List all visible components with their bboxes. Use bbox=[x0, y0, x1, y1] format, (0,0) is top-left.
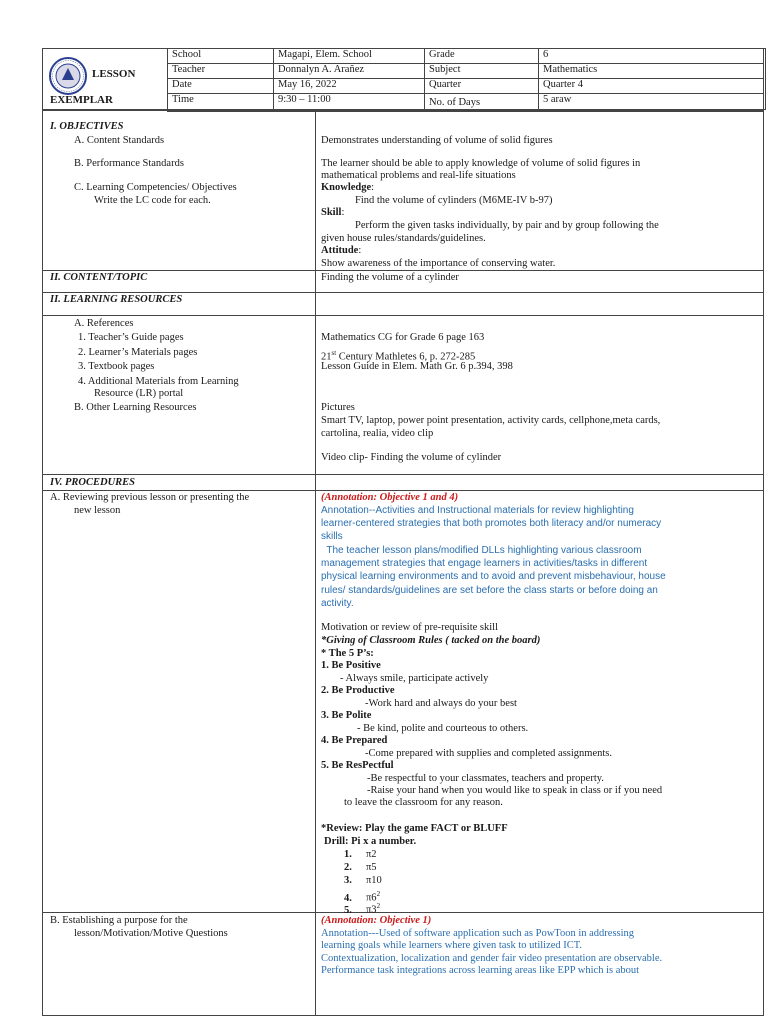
info-value: 5 araw bbox=[539, 94, 764, 112]
deped-seal-logo bbox=[48, 56, 88, 96]
attitude-label: Attitude bbox=[321, 245, 359, 256]
rule-heading: 3. Be Polite bbox=[321, 710, 372, 721]
drill-exponent: 2 bbox=[376, 902, 381, 910]
competencies-label-1: C. Learning Competencies/ Objectives bbox=[74, 182, 237, 193]
lm-value-num: 21 bbox=[321, 351, 332, 363]
annotation-line: physical learning environments and to avoid and prevent misbehaviour, house bbox=[321, 571, 666, 582]
info-value: May 16, 2022 bbox=[274, 79, 425, 94]
lesson-info-table bbox=[167, 48, 764, 112]
drill-item bbox=[344, 862, 377, 875]
review-game-text: *Review: Play the game FACT or BLUFF bbox=[321, 823, 508, 834]
info-label: Grade bbox=[425, 49, 539, 64]
drill-number: 3. bbox=[344, 875, 352, 886]
procedures-heading: IV. PROCEDURES bbox=[50, 477, 136, 488]
lesson-word: LESSON bbox=[92, 68, 136, 80]
drill-number: 4. bbox=[344, 892, 352, 904]
performance-standards-value-2: mathematical problems and real-life situations bbox=[321, 170, 516, 181]
info-label: School bbox=[168, 49, 274, 64]
annotation-line: learner-centered strategies that both promotes both literacy and/or numeracy bbox=[321, 518, 662, 529]
drill-value: π2 bbox=[366, 849, 377, 860]
rule-heading: 2. Be Productive bbox=[321, 685, 395, 696]
drill-number: 1. bbox=[344, 849, 352, 860]
lm-value-sup: st bbox=[331, 349, 337, 357]
content-heading: II. CONTENT/TOPIC bbox=[50, 272, 148, 283]
drill-text: Drill: Pi x a number. bbox=[324, 836, 417, 847]
drill-value: π5 bbox=[366, 862, 377, 873]
info-value: Donnalyn A. Arañez bbox=[274, 64, 425, 79]
row-divider bbox=[42, 912, 764, 913]
info-label: Subject bbox=[425, 64, 539, 79]
info-row-teacher bbox=[168, 64, 764, 79]
annotation-line: Annotation--Activities and Instructional materials for review highlighting bbox=[321, 505, 634, 516]
annotation-line: activity. bbox=[321, 598, 354, 609]
row-divider bbox=[42, 490, 764, 491]
competencies-label-2: Write the LC code for each. bbox=[94, 195, 211, 206]
row-divider bbox=[42, 315, 764, 316]
references-label: A. References bbox=[74, 318, 134, 329]
annotation-line: learning goals while learners where given task to utilized ICT. bbox=[321, 940, 583, 951]
teachers-guide-label: 1. Teacher’s Guide pages bbox=[78, 332, 184, 343]
drill-exponent: 2 bbox=[376, 890, 381, 898]
info-label: Date bbox=[168, 79, 274, 94]
row-divider bbox=[42, 292, 764, 293]
info-value: Mathematics bbox=[539, 64, 764, 79]
rule-text: -Be respectful to your classmates, teachers and property. bbox=[367, 773, 604, 784]
classroom-rules-title: *Giving of Classroom Rules ( tacked on the board) bbox=[321, 635, 541, 646]
column-divider bbox=[315, 110, 316, 1016]
annotation-line: Performance task integrations across learning areas like EPP which is about bbox=[321, 965, 640, 976]
other-resources-value-2: Smart TV, laptop, power point presentation, activity cards, cellphone,meta cards, bbox=[321, 415, 661, 426]
procedure-a-label-2: new lesson bbox=[74, 505, 121, 516]
procedure-b-label-1: B. Establishing a purpose for the bbox=[50, 915, 188, 926]
info-label: Time bbox=[168, 94, 274, 112]
additional-materials-label-1: 4. Additional Materials from Learning bbox=[78, 376, 239, 387]
info-value: 9:30 – 11:00 bbox=[274, 94, 425, 112]
drill-item bbox=[344, 849, 377, 862]
knowledge-line: Knowledge: bbox=[321, 182, 375, 193]
info-label: Teacher bbox=[168, 64, 274, 79]
five-ps-heading: * The 5 P’s: bbox=[321, 648, 374, 659]
row-divider bbox=[42, 474, 764, 475]
annotation-line: Contextualization, localization and gender fair video presentation are observable. bbox=[321, 953, 663, 964]
info-label: No. of Days bbox=[425, 94, 539, 112]
other-resources-value-1: Pictures bbox=[321, 402, 355, 413]
content-standards-label: A. Content Standards bbox=[74, 135, 165, 146]
resources-heading: II. LEARNING RESOURCES bbox=[50, 294, 183, 305]
raise-hand-text-1: -Raise your hand when you would like to speak in class or if you need bbox=[367, 785, 663, 796]
attitude-text: Show awareness of the importance of conserving water. bbox=[321, 258, 556, 269]
drill-value: π3 bbox=[366, 904, 377, 916]
exemplar-word: EXEMPLAR bbox=[50, 94, 113, 106]
skill-line: Skill: bbox=[321, 207, 345, 218]
performance-standards-label: B. Performance Standards bbox=[74, 158, 184, 169]
other-resources-label: B. Other Learning Resources bbox=[74, 402, 197, 413]
objectives-heading: I. OBJECTIVES bbox=[50, 121, 124, 132]
knowledge-label: Knowledge bbox=[321, 182, 372, 193]
textbook-value: Lesson Guide in Elem. Math Gr. 6 p.394, 398 bbox=[321, 361, 513, 372]
skill-text-2: given house rules/standards/guidelines. bbox=[321, 233, 486, 244]
info-row-time bbox=[168, 94, 764, 112]
rule-text: -Work hard and always do your best bbox=[365, 698, 517, 709]
other-resources-value-4: Video clip- Finding the volume of cylinder bbox=[321, 452, 502, 463]
skill-text-1: Perform the given tasks individually, by pair and by group following the bbox=[355, 220, 659, 231]
drill-number: 2. bbox=[344, 862, 352, 873]
drill-value: π6 bbox=[366, 892, 377, 904]
annotation-line: rules/ standards/guidelines are set before the class starts or before doing an bbox=[321, 585, 658, 596]
additional-materials-label-2: Resource (LR) portal bbox=[94, 388, 184, 399]
content-value: Finding the volume of a cylinder bbox=[321, 272, 459, 283]
annotation-objective-1: (Annotation: Objective 1) bbox=[321, 915, 432, 926]
info-label: Quarter bbox=[425, 79, 539, 94]
performance-standards-value-1: The learner should be able to apply knowledge of volume of solid figures in bbox=[321, 158, 641, 169]
annotation-line: Annotation---Used of software application such as PowToon in addressing bbox=[321, 928, 635, 939]
info-value: Magapi, Elem. School bbox=[274, 49, 425, 64]
info-value: Quarter 4 bbox=[539, 79, 764, 94]
rule-text: - Always smile, participate actively bbox=[340, 673, 489, 684]
knowledge-text: Find the volume of cylinders (M6ME-IV b-97) bbox=[355, 195, 553, 206]
info-row-school bbox=[168, 49, 764, 64]
procedure-b-label-2: lesson/Motivation/Motive Questions bbox=[74, 928, 228, 939]
learners-materials-label: 2. Learner’s Materials pages bbox=[78, 347, 198, 358]
textbook-label: 3. Textbook pages bbox=[78, 361, 155, 372]
rule-heading: 5. Be ResPectful bbox=[321, 760, 394, 771]
drill-item bbox=[344, 875, 382, 888]
content-standards-value: Demonstrates understanding of volume of solid figures bbox=[321, 135, 553, 146]
procedure-a-label-1: A. Reviewing previous lesson or presenting the bbox=[50, 492, 250, 503]
annotation-objective-1-4: (Annotation: Objective 1 and 4) bbox=[321, 492, 459, 503]
teachers-guide-value: Mathematics CG for Grade 6 page 163 bbox=[321, 332, 485, 343]
rule-text: -Come prepared with supplies and completed assignments. bbox=[365, 748, 612, 759]
rule-heading: 1. Be Positive bbox=[321, 660, 381, 671]
drill-value: π10 bbox=[366, 875, 382, 886]
skill-label: Skill bbox=[321, 207, 342, 218]
annotation-line: The teacher lesson plans/modified DLLs highlighting various classroom bbox=[321, 545, 642, 556]
lm-value-rest: Century Mathletes 6, p. 272-285 bbox=[336, 351, 476, 363]
other-resources-value-3: cartolina, realia, video clip bbox=[321, 428, 434, 439]
rule-text: - Be kind, polite and courteous to others. bbox=[357, 723, 529, 734]
rule-heading: 4. Be Prepared bbox=[321, 735, 388, 746]
raise-hand-text-2: to leave the classroom for any reason. bbox=[344, 797, 503, 808]
annotation-line: management strategies that engage learners in activities/tasks in different bbox=[321, 558, 648, 569]
info-row-date bbox=[168, 79, 764, 94]
annotation-line: skills bbox=[321, 531, 343, 542]
drill-number: 5. bbox=[344, 904, 352, 916]
info-value: 6 bbox=[539, 49, 764, 64]
motivation-text: Motivation or review of pre-requisite skill bbox=[321, 622, 498, 633]
attitude-line: Attitude: bbox=[321, 245, 362, 256]
